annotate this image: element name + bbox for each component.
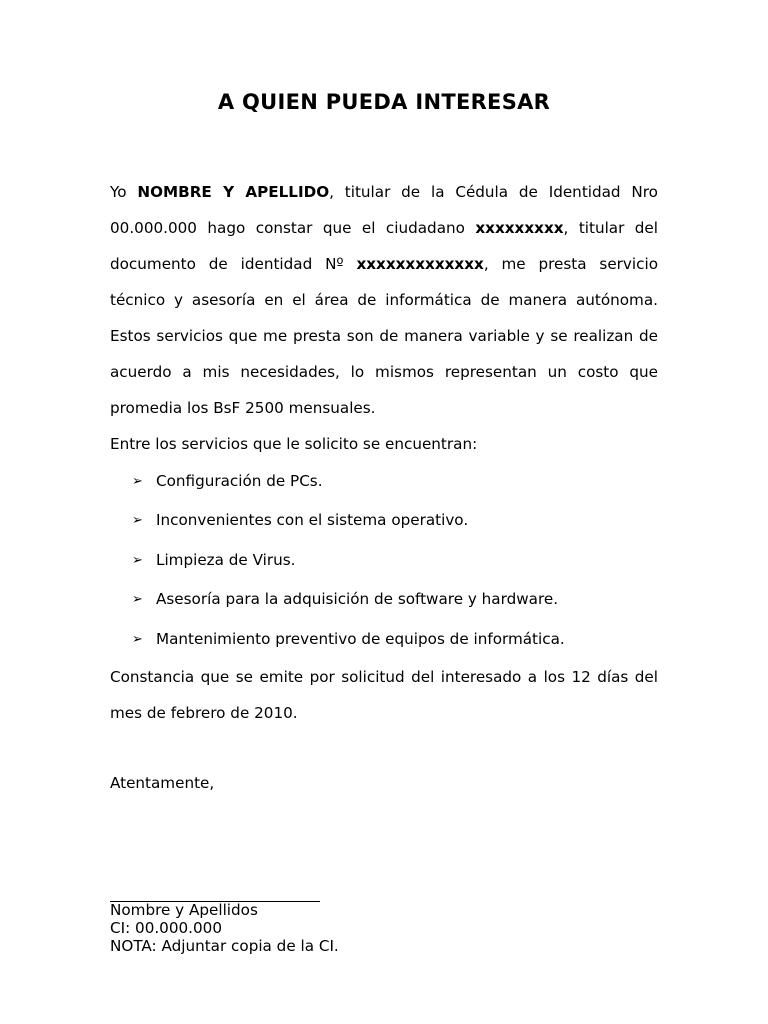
service-label: Inconvenientes con el sistema operativo. [156, 511, 469, 530]
constancia-paragraph: Constancia que se emite por solicitud del interesado a los 12 días del mes de febrero de 2010. [110, 667, 658, 722]
signature-block [110, 901, 339, 955]
signature-name: Nombre y Apellidos [110, 901, 258, 919]
list-item [110, 580, 658, 619]
signature-note: NOTA: Adjuntar copia de la CI. [110, 937, 339, 955]
paragraph-text-1: Yo [110, 183, 138, 201]
arrow-bullet-icon: ➢ [132, 474, 143, 489]
list-item [110, 620, 658, 659]
arrow-bullet-icon: ➢ [132, 552, 143, 568]
arrow-bullet-icon: ➢ [132, 592, 143, 608]
service-label: Configuración de PCs. [156, 472, 323, 490]
service-label: Mantenimiento preventivo de equipos de informática. [156, 629, 565, 648]
arrow-bullet-icon: ➢ [132, 631, 143, 647]
signature-ci: CI: 00.000.000 [110, 919, 222, 937]
paragraph-text-3: , titular del documento de identidad Nº [110, 219, 658, 273]
closing-salutation: Atentamente, [110, 774, 215, 792]
service-label: Limpieza de Virus. [156, 550, 296, 569]
document-number-placeholder: xxxxxxxxxxxxx [356, 255, 484, 273]
name-placeholder: NOMBRE Y APELLIDO [137, 183, 330, 201]
main-paragraph [110, 174, 658, 426]
letter-body [110, 174, 658, 731]
document-title: A QUIEN PUEDA INTERESAR [217, 90, 551, 114]
services-list [110, 462, 658, 659]
list-item [110, 501, 658, 540]
service-label: Asesoría para la adquisición de software y hardware. [156, 590, 559, 609]
list-item [110, 541, 658, 580]
services-intro: Entre los servicios que le solicito se encuentran: [110, 435, 478, 453]
list-item [110, 462, 658, 501]
paragraph-text-4: , me presta servicio técnico y asesoría en el área de informática de manera autónoma. Estos servicios que me presta son de manera variable y se realizan de acuerdo a mis necesidades, lo mismos representan un costo que promedia los BsF 2500 mensuales. [110, 255, 658, 417]
paragraph-text-2: , titular de la Cédula de Identidad Nro 00.000.000 hago constar que el ciudadano [110, 183, 658, 237]
arrow-bullet-icon: ➢ [132, 513, 143, 529]
citizen-placeholder: xxxxxxxxx [475, 219, 564, 237]
